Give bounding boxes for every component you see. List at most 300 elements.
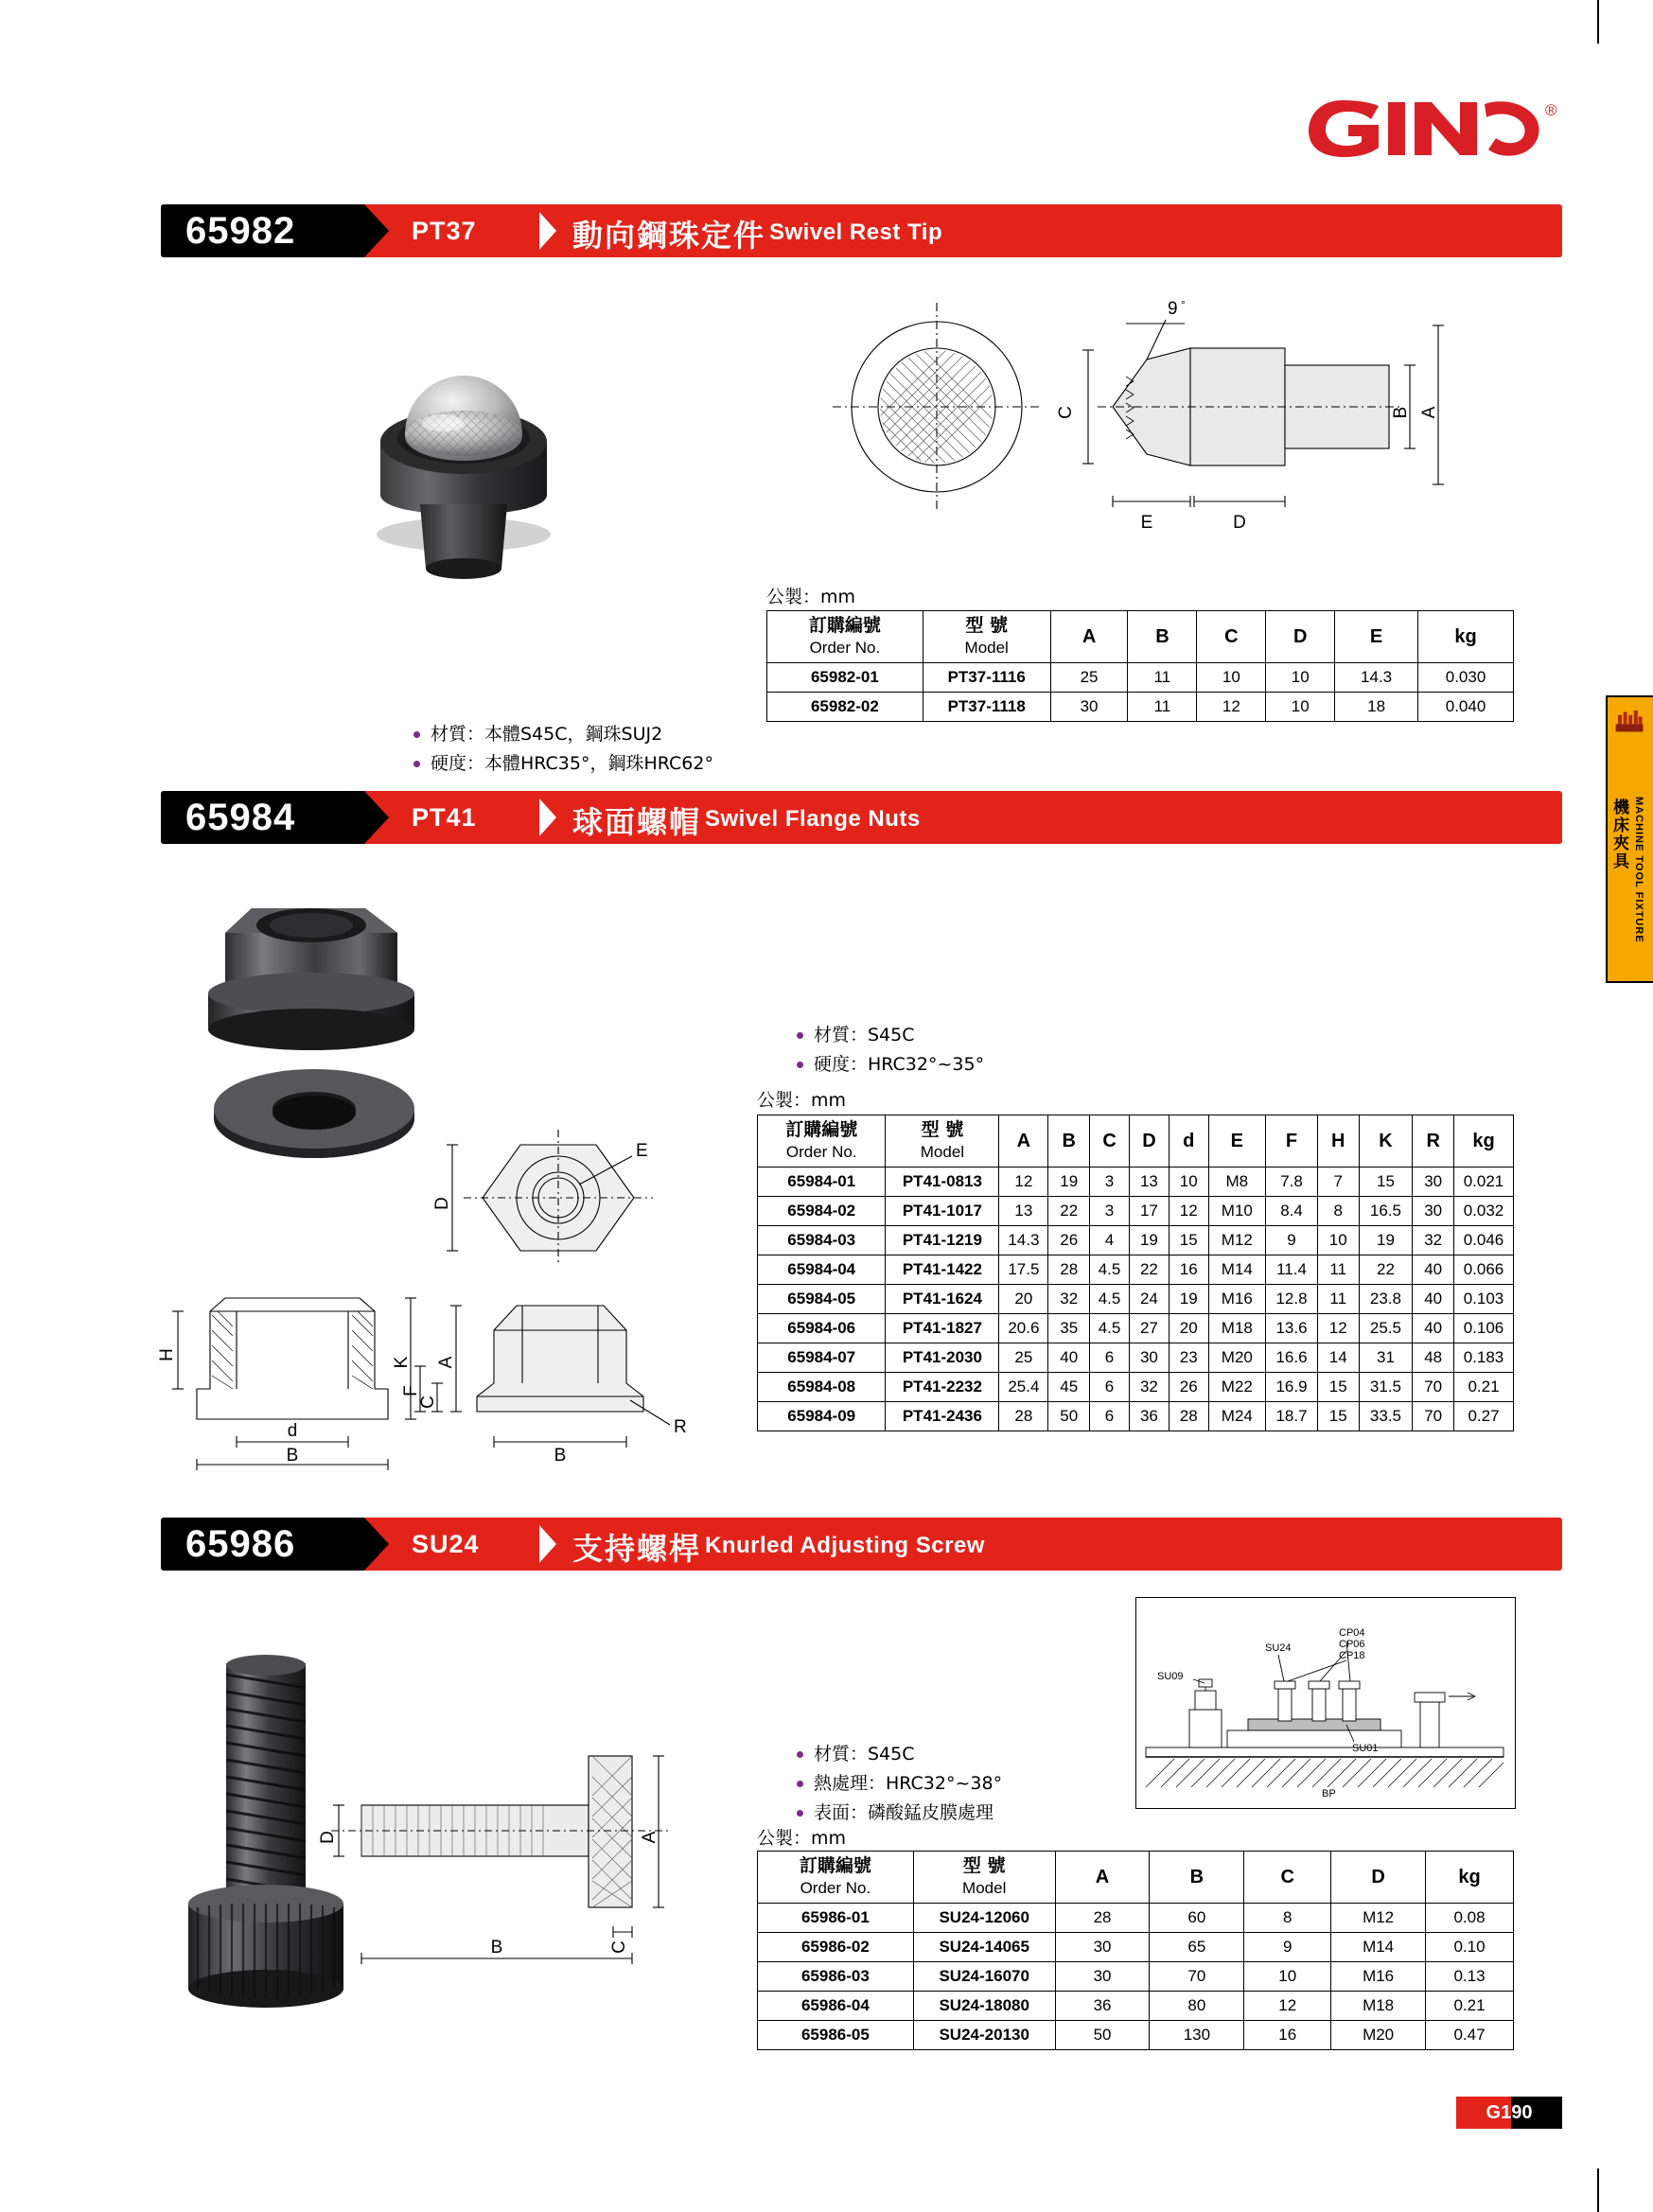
spec-table-65986 xyxy=(757,1851,1514,2050)
cell-value: 19 xyxy=(1359,1226,1413,1255)
cell-value: 80 xyxy=(1150,1992,1244,2021)
side-tab-cn: 機床夾具 xyxy=(1613,799,1630,871)
cell-value: 15 xyxy=(1317,1373,1359,1402)
col-D: D xyxy=(1130,1115,1169,1167)
table-row xyxy=(758,2021,1514,2050)
drawing-label-K: K xyxy=(392,1356,412,1369)
cell-value: 25.4 xyxy=(999,1373,1048,1402)
spec-table-65984 xyxy=(757,1115,1514,1431)
cell-value: 0.21 xyxy=(1426,1992,1514,2021)
app-label-BP: BP xyxy=(1322,1788,1336,1799)
cell-value: 19 xyxy=(1169,1285,1208,1314)
cell-value: 15 xyxy=(1169,1226,1208,1255)
cell-order-no: 65986-01 xyxy=(758,1904,914,1933)
section-code: PT37 xyxy=(412,217,477,245)
drawing-label-d: d xyxy=(287,1421,298,1441)
section-code: SU24 xyxy=(412,1530,480,1558)
fixture-icon xyxy=(1614,709,1644,735)
cell-value: 70 xyxy=(1413,1373,1454,1402)
cell-value: 28 xyxy=(1169,1402,1208,1431)
col-order-no-en: Order No. xyxy=(785,1143,857,1161)
drawing-label-E: E xyxy=(636,1141,648,1161)
drawing-label-B: B xyxy=(1391,406,1411,419)
drawing-label-D: D xyxy=(318,1831,338,1844)
cell-value: M20 xyxy=(1208,1343,1266,1373)
cell-value: 20 xyxy=(1169,1314,1208,1343)
cell-value: 28 xyxy=(1055,1904,1150,1933)
cell-value: M18 xyxy=(1208,1314,1266,1343)
app-label-CP06: CP06 xyxy=(1339,1639,1365,1650)
spec-table-65982 xyxy=(766,610,1514,722)
table-row xyxy=(758,1904,1514,1933)
col-model-en: Model xyxy=(964,639,1009,657)
col-E: E xyxy=(1335,611,1418,663)
cell-value: 10 xyxy=(1317,1226,1359,1255)
cell-order-no: 65984-05 xyxy=(758,1285,886,1314)
cell-model: PT41-1827 xyxy=(886,1314,999,1343)
section-header-65982 xyxy=(161,204,1562,257)
table-row xyxy=(758,1197,1514,1226)
bullet-text: 材質：S45C xyxy=(814,1025,915,1045)
bullet-text: 表面：磷酸錳皮膜處理 xyxy=(814,1802,994,1823)
table-row xyxy=(758,1373,1514,1402)
cell-value: 0.066 xyxy=(1454,1255,1514,1285)
drawing-label-D: D xyxy=(1233,513,1246,533)
cell-model: SU24-20130 xyxy=(913,2021,1055,2050)
cell-value: 22 xyxy=(1048,1197,1090,1226)
cell-value: 70 xyxy=(1150,1962,1244,1992)
table-row xyxy=(758,1933,1514,1962)
cell-model: PT41-1422 xyxy=(886,1255,999,1285)
drawing-label-A: A xyxy=(640,1831,659,1844)
technical-drawing-65984 xyxy=(151,1116,738,1476)
cell-value: 26 xyxy=(1169,1373,1208,1402)
cell-value: 4 xyxy=(1090,1226,1130,1255)
spec-bullets-65984 xyxy=(757,1021,984,1080)
cell-value: 70 xyxy=(1413,1402,1454,1431)
unit-label-65982: 公製：mm xyxy=(766,587,856,607)
cell-value: 6 xyxy=(1090,1373,1130,1402)
cell-value: 0.47 xyxy=(1426,2021,1514,2050)
col-B: B xyxy=(1048,1115,1090,1167)
page-number-text: G190 xyxy=(1486,2102,1533,2123)
cell-order-no: 65984-03 xyxy=(758,1226,886,1255)
cell-value: 10 xyxy=(1169,1167,1208,1197)
cell-value: 12 xyxy=(1317,1314,1359,1343)
crop-mark-top xyxy=(1597,0,1599,44)
drawing-label-A: A xyxy=(436,1356,456,1369)
cell-value: 20.6 xyxy=(999,1314,1048,1343)
cell-order-no: 65986-03 xyxy=(758,1962,914,1992)
cell-value: 16.6 xyxy=(1266,1343,1318,1373)
section-title-cn: 動向鋼珠定件 xyxy=(572,218,766,254)
cell-model: PT41-2232 xyxy=(886,1373,999,1402)
cell-value: 25 xyxy=(999,1343,1048,1373)
cell-model: PT41-1017 xyxy=(886,1197,999,1226)
drawing-label-B: B xyxy=(490,1938,503,1957)
cell-value: 40 xyxy=(1048,1343,1090,1373)
cell-model: SU24-18080 xyxy=(913,1992,1055,2021)
cell-order-no: 65982-02 xyxy=(767,693,923,722)
cell-value: 18.7 xyxy=(1266,1402,1318,1431)
cell-value: 15 xyxy=(1359,1167,1413,1197)
cell-value: M10 xyxy=(1208,1197,1266,1226)
cell-value: M22 xyxy=(1208,1373,1266,1402)
cell-value: 32 xyxy=(1048,1285,1090,1314)
unit-label-65984: 公製：mm xyxy=(757,1090,847,1111)
cell-model: PT41-1624 xyxy=(886,1285,999,1314)
section-title-en: Swivel Rest Tip xyxy=(769,219,943,245)
cell-order-no: 65984-04 xyxy=(758,1255,886,1285)
cell-value: 32 xyxy=(1130,1373,1169,1402)
section-title-cn: 球面螺帽 xyxy=(572,804,702,840)
cell-model: PT41-2030 xyxy=(886,1343,999,1373)
col-model xyxy=(886,1115,999,1167)
cell-value: 13.6 xyxy=(1266,1314,1318,1343)
bullet-item xyxy=(795,1740,1002,1769)
cell-value: 17.5 xyxy=(999,1255,1048,1285)
cell-value: 6 xyxy=(1090,1343,1130,1373)
bullet-text: 材質：S45C xyxy=(814,1744,915,1764)
cell-kg: 0.040 xyxy=(1418,693,1514,722)
cell-value: 12 xyxy=(1244,1992,1331,2021)
drawing-label-C: C xyxy=(1056,406,1076,419)
col-kg: kg xyxy=(1454,1115,1514,1167)
col-A: A xyxy=(1050,611,1128,663)
cell-value: 12.8 xyxy=(1266,1285,1318,1314)
section-title-cn: 支持螺桿 xyxy=(572,1531,702,1567)
cell-value: 8.4 xyxy=(1266,1197,1318,1226)
cell-order-no: 65986-04 xyxy=(758,1992,914,2021)
table-row xyxy=(758,1285,1514,1314)
bullet-text: 硬度：本體HRC35°，鋼珠HRC62° xyxy=(431,753,713,774)
app-label-CP04: CP04 xyxy=(1339,1627,1365,1639)
drawing-label-E: E xyxy=(1140,513,1153,533)
cell-value: 0.046 xyxy=(1454,1226,1514,1255)
cell-order-no: 65984-09 xyxy=(758,1402,886,1431)
table-row xyxy=(767,663,1514,693)
cell-value: 12 xyxy=(1169,1197,1208,1226)
cell-value: 26 xyxy=(1048,1226,1090,1255)
drawing-label-D: D xyxy=(432,1197,452,1210)
cell-value: 22 xyxy=(1130,1255,1169,1285)
cell-E: 18 xyxy=(1335,693,1418,722)
brand-logo xyxy=(1307,91,1562,165)
cell-value: 17 xyxy=(1130,1197,1169,1226)
cell-value: 130 xyxy=(1150,2021,1244,2050)
cell-value: 30 xyxy=(1130,1343,1169,1373)
section-number: 65982 xyxy=(185,210,296,252)
cell-value: 25.5 xyxy=(1359,1314,1413,1343)
cell-value: 28 xyxy=(999,1402,1048,1431)
col-D: D xyxy=(1331,1852,1426,1904)
spec-bullets-65986 xyxy=(757,1740,1002,1828)
col-model xyxy=(913,1852,1055,1904)
table-row xyxy=(758,1343,1514,1373)
cell-value: 0.08 xyxy=(1426,1904,1514,1933)
cell-value: 35 xyxy=(1048,1314,1090,1343)
cell-order-no: 65984-01 xyxy=(758,1167,886,1197)
cell-value: 16 xyxy=(1169,1255,1208,1285)
drawing-label-H: H xyxy=(157,1348,177,1361)
cell-model: SU24-12060 xyxy=(913,1904,1055,1933)
cell-value: 30 xyxy=(1055,1933,1150,1962)
cell-value: 4.5 xyxy=(1090,1285,1130,1314)
drawing-label-A: A xyxy=(1419,406,1439,419)
cell-value: 28 xyxy=(1048,1255,1090,1285)
cell-value: 23.8 xyxy=(1359,1285,1413,1314)
cell-value: 30 xyxy=(1413,1197,1454,1226)
svg-text:°: ° xyxy=(1181,298,1186,311)
table-row xyxy=(758,1226,1514,1255)
table-row xyxy=(758,1992,1514,2021)
cell-value: 36 xyxy=(1055,1992,1150,2021)
cell-B: 11 xyxy=(1128,663,1197,693)
cell-value: 19 xyxy=(1048,1167,1090,1197)
technical-drawing-65986 xyxy=(293,1731,747,1996)
cell-order-no: 65984-08 xyxy=(758,1373,886,1402)
side-tab-en: MACHINE TOOL FIXTURE xyxy=(1633,797,1644,943)
col-B: B xyxy=(1150,1852,1244,1904)
cell-value: 9 xyxy=(1244,1933,1331,1962)
cell-value: 40 xyxy=(1413,1314,1454,1343)
col-order-no xyxy=(758,1852,914,1904)
cell-value: 9 xyxy=(1266,1226,1318,1255)
section-header-65984 xyxy=(161,791,1562,844)
bullet-item xyxy=(412,749,713,779)
col-E: E xyxy=(1208,1115,1266,1167)
cell-value: M18 xyxy=(1331,1992,1426,2021)
cell-value: 23 xyxy=(1169,1343,1208,1373)
drawing-label-B2: B xyxy=(554,1446,567,1466)
bullet-text: 硬度：HRC32°~35° xyxy=(814,1054,985,1075)
cell-value: 15 xyxy=(1317,1402,1359,1431)
bullet-item xyxy=(795,1769,1002,1799)
drawing-label-R: R xyxy=(674,1417,687,1437)
cell-value: 8 xyxy=(1244,1904,1331,1933)
cell-B: 11 xyxy=(1128,693,1197,722)
table-row xyxy=(758,1314,1514,1343)
cell-value: 40 xyxy=(1413,1285,1454,1314)
unit-label-65986: 公製：mm xyxy=(757,1828,847,1849)
cell-value: 11 xyxy=(1317,1285,1359,1314)
col-kg: kg xyxy=(1426,1852,1514,1904)
cell-value: 33.5 xyxy=(1359,1402,1413,1431)
section-title-en: Knurled Adjusting Screw xyxy=(705,1533,985,1558)
cell-A: 25 xyxy=(1050,663,1128,693)
cell-order-no: 65986-05 xyxy=(758,2021,914,2050)
cell-value: 11 xyxy=(1317,1255,1359,1285)
cell-value: 32 xyxy=(1413,1226,1454,1255)
cell-value: 0.13 xyxy=(1426,1962,1514,1992)
cell-model: PT41-1219 xyxy=(886,1226,999,1255)
drawing-label-C: C xyxy=(418,1396,438,1409)
app-label-SU09: SU09 xyxy=(1157,1671,1184,1682)
cell-value: 14.3 xyxy=(999,1226,1048,1255)
cell-D: 10 xyxy=(1266,663,1335,693)
bullet-item xyxy=(412,720,713,749)
cell-value: 0.183 xyxy=(1454,1343,1514,1373)
band-number-arrow xyxy=(364,791,389,844)
section-code: PT41 xyxy=(412,803,477,832)
cell-value: 31 xyxy=(1359,1343,1413,1373)
drawing-label-C: C xyxy=(609,1940,629,1954)
col-d: d xyxy=(1169,1115,1208,1167)
cell-value: 0.032 xyxy=(1454,1197,1514,1226)
cell-value: 6 xyxy=(1090,1402,1130,1431)
cell-value: 4.5 xyxy=(1090,1314,1130,1343)
table-row xyxy=(758,1402,1514,1431)
cell-value: 30 xyxy=(1413,1167,1454,1197)
cell-value: 10 xyxy=(1244,1962,1331,1992)
cell-kg: 0.030 xyxy=(1418,663,1514,693)
cell-model: SU24-14065 xyxy=(913,1933,1055,1962)
table-row xyxy=(758,1962,1514,1992)
band-number-arrow xyxy=(364,1518,389,1571)
col-order-no-en: Order No. xyxy=(800,1879,871,1897)
cell-value: 27 xyxy=(1130,1314,1169,1343)
drawing-label-F: F xyxy=(401,1385,421,1396)
product-photo-65982 xyxy=(322,336,606,620)
cell-value: M12 xyxy=(1208,1226,1266,1255)
cell-value: 13 xyxy=(999,1197,1048,1226)
cell-value: 50 xyxy=(1048,1402,1090,1431)
cell-value: 19 xyxy=(1130,1226,1169,1255)
col-model-cn: 型 號 xyxy=(962,1855,1006,1876)
cell-value: 0.103 xyxy=(1454,1285,1514,1314)
cell-model: PT37-1116 xyxy=(923,663,1050,693)
cell-value: 8 xyxy=(1317,1197,1359,1226)
cell-order-no: 65982-01 xyxy=(767,663,923,693)
col-C: C xyxy=(1090,1115,1130,1167)
cell-value: 36 xyxy=(1130,1402,1169,1431)
col-C: C xyxy=(1244,1852,1331,1904)
cell-value: 11.4 xyxy=(1266,1255,1318,1285)
col-order-no xyxy=(758,1115,886,1167)
col-K: K xyxy=(1359,1115,1413,1167)
col-model-cn: 型 號 xyxy=(921,1119,964,1140)
chevron-icon xyxy=(539,1525,560,1563)
cell-value: M16 xyxy=(1331,1962,1426,1992)
table-row xyxy=(758,1167,1514,1197)
cell-C: 10 xyxy=(1197,663,1266,693)
cell-value: 16 xyxy=(1244,2021,1331,2050)
col-B: B xyxy=(1128,611,1197,663)
cell-A: 30 xyxy=(1050,693,1128,722)
cell-value: M14 xyxy=(1208,1255,1266,1285)
cell-order-no: 65984-06 xyxy=(758,1314,886,1343)
col-order-no-cn: 訂購編號 xyxy=(799,1855,871,1876)
bullet-item xyxy=(795,1021,984,1050)
col-order-no-cn: 訂購編號 xyxy=(785,1119,858,1140)
col-order-no-en: Order No. xyxy=(809,639,881,657)
cell-value: 16.9 xyxy=(1266,1373,1318,1402)
drawing-label-angle: 9 xyxy=(1168,299,1178,319)
cell-value: 7 xyxy=(1317,1167,1359,1197)
cell-value: M12 xyxy=(1331,1904,1426,1933)
cell-value: M16 xyxy=(1208,1285,1266,1314)
col-model xyxy=(923,611,1050,663)
cell-E: 14.3 xyxy=(1335,663,1418,693)
cell-value: 14 xyxy=(1317,1343,1359,1373)
col-C: C xyxy=(1197,611,1266,663)
cell-value: 24 xyxy=(1130,1285,1169,1314)
col-R: R xyxy=(1413,1115,1454,1167)
svg-text:®: ® xyxy=(1545,101,1557,119)
cell-value: 0.106 xyxy=(1454,1314,1514,1343)
cell-value: 3 xyxy=(1090,1167,1130,1197)
bullet-text: 材質：本體S45C，鋼珠SUJ2 xyxy=(431,724,663,745)
cell-value: 45 xyxy=(1048,1373,1090,1402)
cell-value: 16.5 xyxy=(1359,1197,1413,1226)
side-tab xyxy=(1606,695,1653,983)
section-number: 65984 xyxy=(185,797,296,838)
page-number-badge xyxy=(1456,2097,1562,2129)
cell-value: 40 xyxy=(1413,1255,1454,1285)
app-label-SU01: SU01 xyxy=(1352,1743,1379,1754)
cell-value: 20 xyxy=(999,1285,1048,1314)
col-A: A xyxy=(999,1115,1048,1167)
cell-order-no: 65986-02 xyxy=(758,1933,914,1962)
cell-value: 50 xyxy=(1055,2021,1150,2050)
chevron-icon xyxy=(539,799,560,836)
cell-value: M8 xyxy=(1208,1167,1266,1197)
cell-model: SU24-16070 xyxy=(913,1962,1055,1992)
cell-model: PT37-1118 xyxy=(923,693,1050,722)
col-model-cn: 型 號 xyxy=(965,615,1008,636)
cell-value: 0.27 xyxy=(1454,1402,1514,1431)
col-order-no-cn: 訂購編號 xyxy=(808,615,881,636)
col-kg: kg xyxy=(1418,611,1514,663)
application-diagram-65986 xyxy=(1135,1597,1516,1809)
cell-value: 0.10 xyxy=(1426,1933,1514,1962)
bullet-item xyxy=(795,1050,984,1080)
section-number: 65986 xyxy=(185,1523,296,1565)
cell-value: 7.8 xyxy=(1266,1167,1318,1197)
bullet-text: 熱處理：HRC32°~38° xyxy=(814,1773,1003,1794)
crop-mark-bottom xyxy=(1597,2168,1599,2212)
table-row xyxy=(758,1255,1514,1285)
cell-order-no: 65984-07 xyxy=(758,1343,886,1373)
cell-value: 13 xyxy=(1130,1167,1169,1197)
col-model-en: Model xyxy=(920,1143,965,1161)
cell-value: M24 xyxy=(1208,1402,1266,1431)
cell-model: PT41-2436 xyxy=(886,1402,999,1431)
cell-D: 10 xyxy=(1266,693,1335,722)
cell-value: 0.21 xyxy=(1454,1373,1514,1402)
band-number-arrow xyxy=(364,204,389,257)
drawing-label-B: B xyxy=(286,1446,299,1466)
col-order-no xyxy=(767,611,923,663)
section-title-en: Swivel Flange Nuts xyxy=(705,806,921,832)
cell-value: 65 xyxy=(1150,1933,1244,1962)
app-label-SU24: SU24 xyxy=(1265,1642,1292,1654)
col-D: D xyxy=(1266,611,1335,663)
technical-drawing-65982 xyxy=(814,284,1457,568)
cell-value: 60 xyxy=(1150,1904,1244,1933)
cell-value: 31.5 xyxy=(1359,1373,1413,1402)
cell-value: M14 xyxy=(1331,1933,1426,1962)
gin-logo-icon xyxy=(1307,91,1562,165)
col-H: H xyxy=(1317,1115,1359,1167)
cell-value: 48 xyxy=(1413,1343,1454,1373)
app-label-CP18: CP18 xyxy=(1339,1650,1365,1661)
col-model-en: Model xyxy=(962,1879,1007,1897)
cell-value: 30 xyxy=(1055,1962,1150,1992)
cell-value: 0.021 xyxy=(1454,1167,1514,1197)
spec-bullets-65982 xyxy=(374,720,713,779)
cell-value: 3 xyxy=(1090,1197,1130,1226)
